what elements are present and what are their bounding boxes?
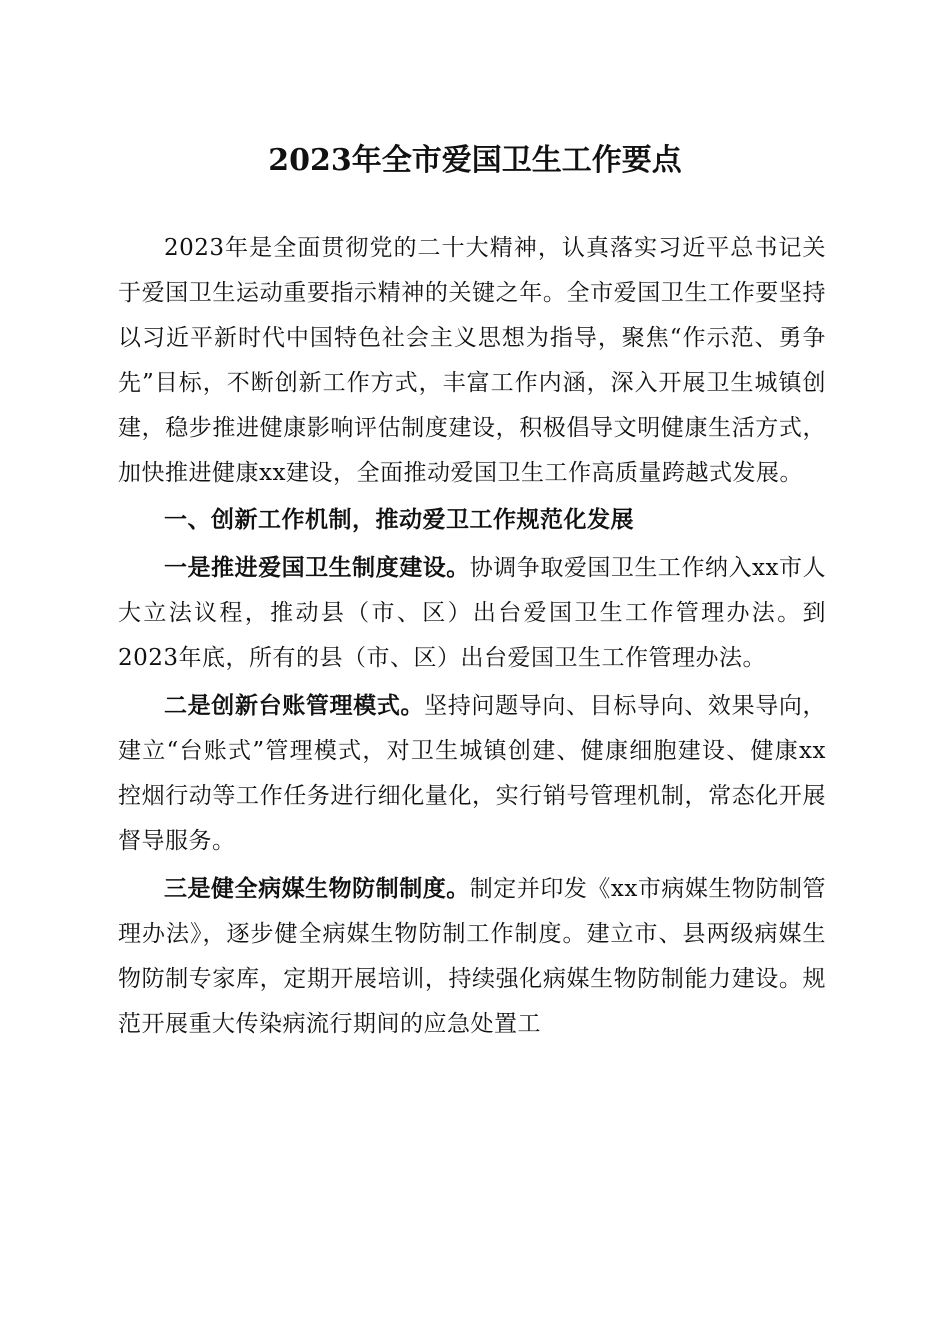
item-paragraph-2 [118,683,826,864]
item-lead: 二是创新台账管理模式。 [164,692,425,719]
item-text: 协调争取爱国卫生工作纳入xx市人大立法议程，推动县（市、区）出台爱国卫生工作管理办法。到2023年底，所有的县（市、区）出台爱国卫生工作管理办法。 [118,555,826,671]
item-lead: 三是健全病媒生物防制制度。 [164,875,470,902]
item-paragraph-1 [118,545,826,681]
item-lead: 一是推进爱国卫生制度建设。 [164,554,470,581]
intro-paragraph: 2023年是全面贯彻党的二十大精神，认真落实习近平总书记关于爱国卫生运动重要指示精神的关键之年。全市爱国卫生工作要坚持以习近平新时代中国特色社会主义思想为指导，聚焦“作示范、勇争先”目标，不断创新工作方式，丰富工作内涵，深入开展卫生城镇创建，稳步推进健康影响评估制度建设，积极倡导文明健康生活方式，加快推进健康xx建设，全面推动爱国卫生工作高质量跨越式发展。 [118,235,826,486]
document-body [118,226,826,1047]
section-heading: 一、创新工作机制，推动爱卫工作规范化发展 [164,507,634,533]
item-text: 制定并印发《xx市病媒生物防制管理办法》，逐步健全病媒生物防制工作制度。建立市、县两级病媒生物防制专家库，定期开展培训，持续强化病媒生物防制能力建设。规范开展重大传染病流行期间的应急处置工 [118,876,826,1037]
item-paragraph-3 [118,866,826,1047]
item-text: 坚持问题导向、目标导向、效果导向，建立“台账式”管理模式，对卫生城镇创建、健康细胞建设、健康xx控烟行动等工作任务进行细化量化，实行销号管理机制，常态化开展督导服务。 [118,693,827,854]
document-title: 2023年全市爱国卫生工作要点 [268,143,682,178]
